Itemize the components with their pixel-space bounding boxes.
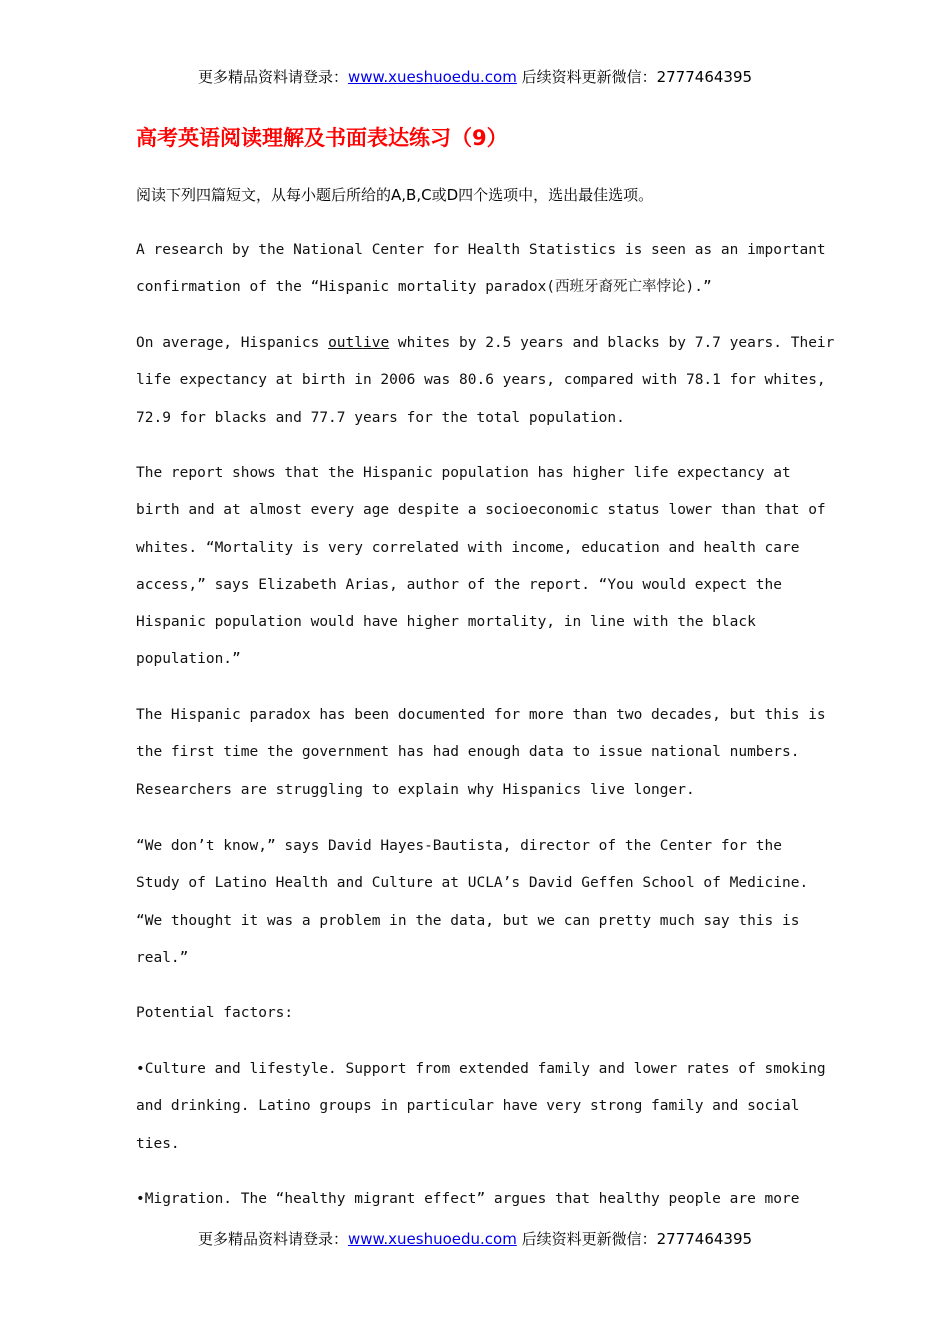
paragraph-8 [136, 1181, 816, 1218]
header-suffix: 后续资料更新微信：2777464395 [516, 68, 753, 86]
paragraph-2 [136, 325, 835, 437]
text-line: Hispanic population would have higher mortality, in line with the black [136, 614, 756, 631]
text-line: population.” [136, 651, 241, 668]
text-line: access,” says Elizabeth Arias, author of the report. “You would expect the [136, 576, 783, 593]
text-line: “We don’t know,” says David Hayes-Bautista, director of the Center for the [136, 838, 783, 854]
paragraph-6 [136, 995, 816, 1032]
header-prefix: 更多精品资料请登录： [197, 68, 348, 86]
footer-banner [0, 1228, 950, 1249]
page-title: 高考英语阅读理解及书面表达练习（9） [136, 126, 508, 150]
text-line: •Migration. The “healthy migrant effect” argues that healthy people are more [136, 1191, 800, 1207]
text-line: The report shows that the Hispanic population has higher life expectancy at [136, 465, 791, 481]
header-banner [0, 66, 950, 87]
text-line: 72.9 for blacks and 77.7 years for the total population. [136, 409, 625, 426]
text-line: Potential factors: [136, 1005, 294, 1021]
paragraph-7 [136, 1051, 826, 1163]
paragraph-3 [136, 455, 826, 679]
footer-website-link[interactable]: www.xueshuoedu.com [347, 1230, 517, 1248]
text-line: Study of Latino Health and Culture at UCLA’s David Geffen School of Medicine. [136, 875, 809, 892]
text-line: whites. “Mortality is very correlated with income, education and health care [136, 539, 800, 556]
text-line: ties. [136, 1135, 180, 1152]
header-website-link[interactable]: www.xueshuoedu.com [347, 68, 517, 86]
paragraph-5 [136, 828, 816, 977]
text-line: the first time the government has had enough data to issue national numbers. [136, 744, 800, 761]
text-line: The Hispanic paradox has been documented for more than two decades, but this is [136, 707, 826, 723]
text-line: “We thought it was a problem in the data, but we can pretty much say this is [136, 912, 800, 929]
text-span: whites by 2.5 years and blacks by 7.7 years. Their [389, 335, 835, 351]
footer-prefix: 更多精品资料请登录： [197, 1230, 348, 1248]
text-line: real.” [136, 949, 189, 966]
paragraph-4 [136, 697, 826, 809]
text-line: A research by the National Center for Health Statistics is seen as an important [136, 242, 826, 258]
text-line [136, 325, 835, 362]
text-line: Researchers are struggling to explain why Hispanics live longer. [136, 781, 695, 798]
underlined-word: outlive [328, 335, 390, 351]
instructions: 阅读下列四篇短文，从每小题后所给的A,B,C或D四个选项中，选出最佳选项。 [136, 186, 654, 204]
text-line: •Culture and lifestyle. Support from extended family and lower rates of smoking [136, 1061, 826, 1077]
footer-suffix: 后续资料更新微信：2777464395 [516, 1230, 753, 1248]
text-line: confirmation of the “Hispanic mortality paradox(西班牙裔死亡率悖论).” [136, 279, 712, 296]
text-line: birth and at almost every age despite a socioeconomic status lower than that of [136, 502, 826, 519]
text-line: and drinking. Latino groups in particular have very strong family and social [136, 1098, 800, 1115]
paragraph-1 [136, 232, 826, 307]
text-span: On average, Hispanics [136, 335, 329, 351]
text-line: life expectancy at birth in 2006 was 80.6 years, compared with 78.1 for whites, [136, 372, 826, 389]
